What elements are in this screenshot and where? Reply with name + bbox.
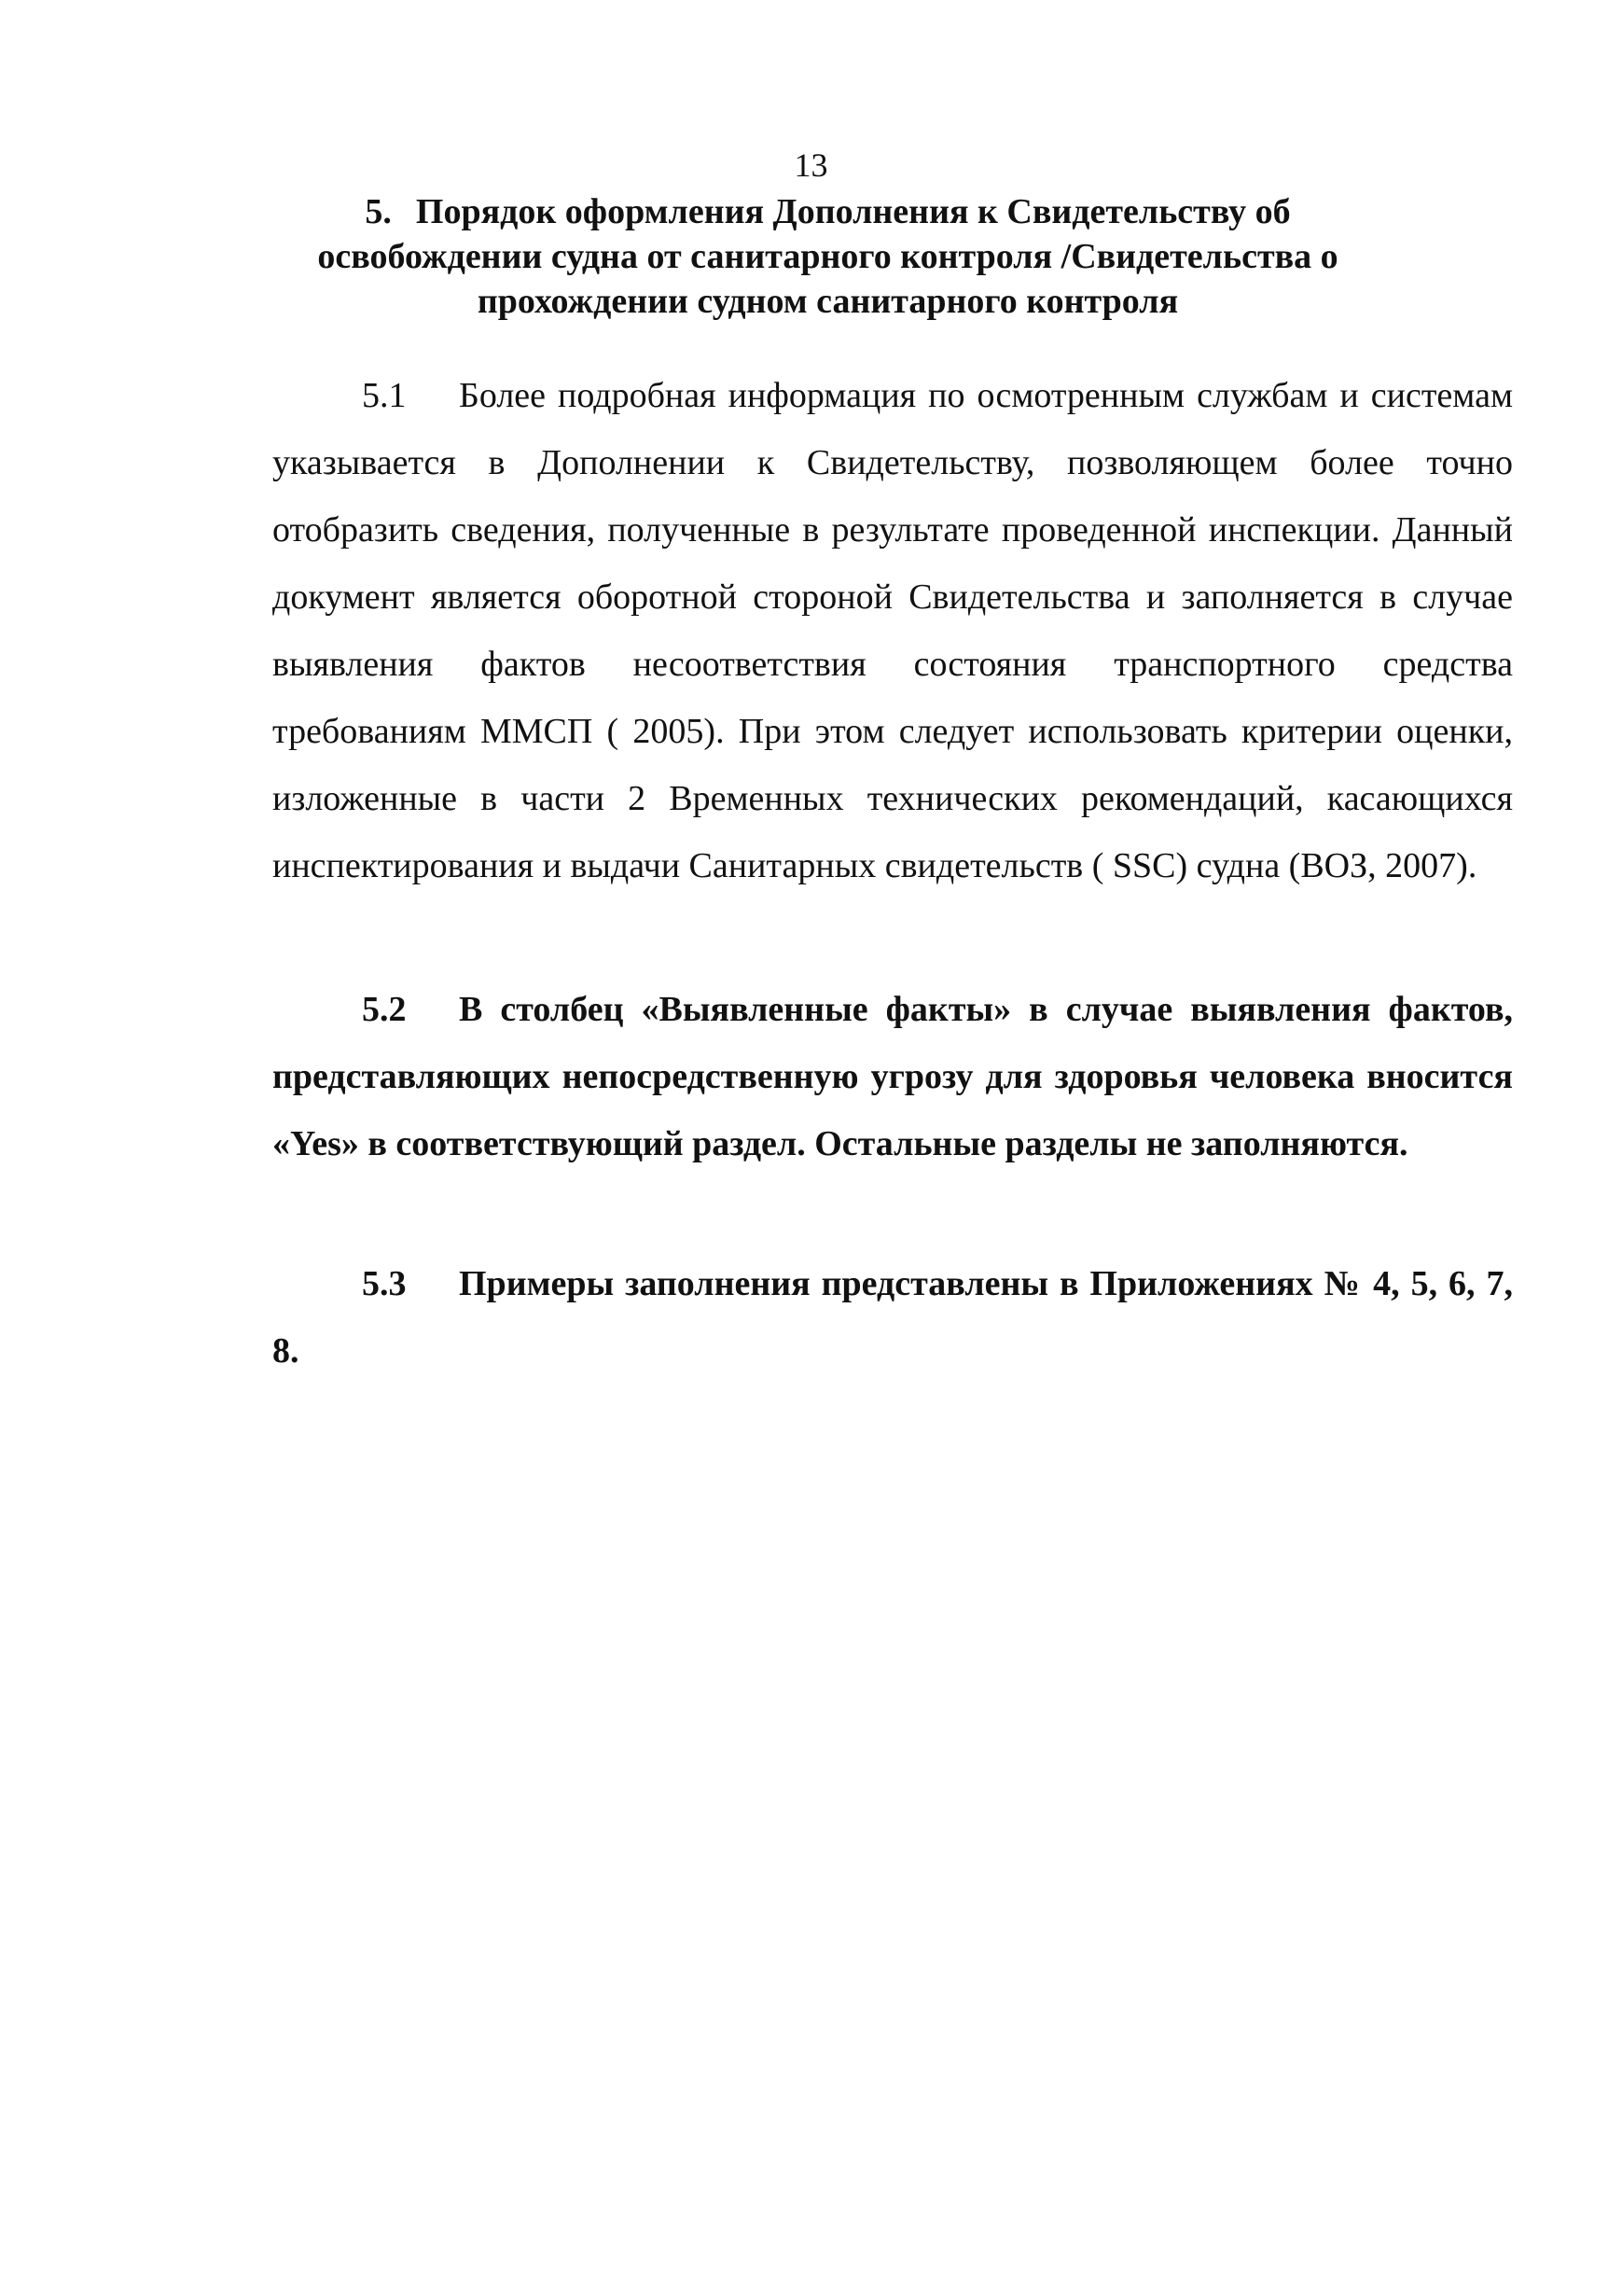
paragraph-text: Более подробная информация по осмотренным службам и системам указывается в Дополнении к Свидетельству, позволяющем более точно отобразить сведения, полученные в результате проведенной инспекции. Данный документ является оборотной стороной Свидетельства и заполняется в случае выявления фактов несоответствия состояния транспортного средства требованиям ММСП ( 2005). При этом следует использовать критерии оценки, изложенные в части 2 Временных технических рекомендаций, касающихся инспектирования и выдачи Санитарных свидетельств ( SSC) судна (ВОЗ, 2007). (272, 376, 1513, 885)
section-heading (317, 189, 1338, 324)
paragraph-text: В столбец «Выявленные факты» в случае выявления фактов, представляющих непосредственную угрозу для здоровья человека вносится «Yes» в соответствующий раздел. Остальные разделы не заполняются. (272, 990, 1513, 1163)
paragraph-5-1 (272, 362, 1513, 899)
paragraph-number: 5.1 (362, 376, 407, 415)
paragraph-5-3 (272, 1250, 1513, 1385)
section-title: Порядок оформления Дополнения к Свидетельству об освобождении судна от санитарного контроля /Свидетельства о прохождении судном санитарного контроля (317, 192, 1338, 321)
paragraph-number: 5.3 (362, 1264, 407, 1303)
section-number: 5. (365, 192, 392, 231)
paragraph-number: 5.2 (362, 990, 407, 1029)
paragraph-text: Примеры заполнения представлены в Приложениях № 4, 5, 6, 7, 8. (272, 1264, 1513, 1371)
page-number: 13 (794, 146, 828, 184)
paragraph-5-2 (272, 976, 1513, 1177)
